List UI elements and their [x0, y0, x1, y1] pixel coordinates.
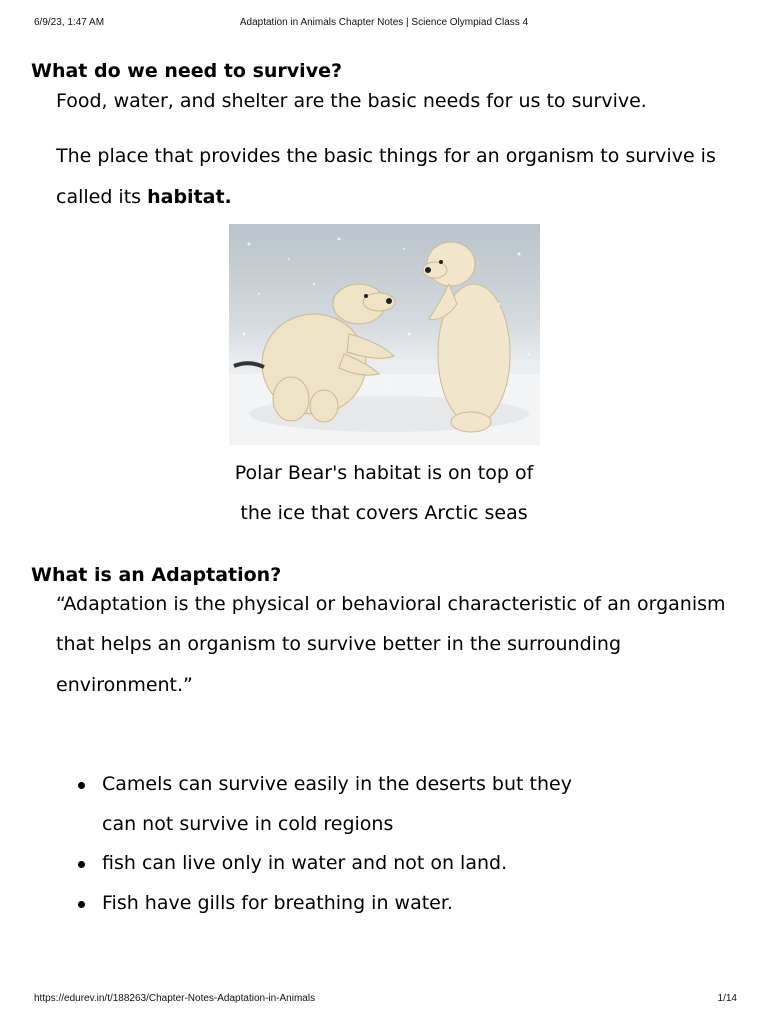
footer-url: https://edurev.in/t/188263/Chapter-Notes-Adaptation-in-Animals: [34, 993, 316, 1004]
paragraph-basic-needs: Food, water, and shelter are the basic needs for us to survive.: [56, 90, 647, 112]
print-date: 6/9/23, 1:47 AM: [34, 17, 105, 28]
polar-bears-image: [229, 224, 540, 445]
figure-caption-line1: Polar Bear's habitat is on top of: [234, 462, 534, 484]
heading-survive: What do we need to survive?: [31, 60, 342, 82]
habitat-prefix: called its: [56, 186, 148, 208]
figure-caption-line2: the ice that covers Arctic seas: [240, 502, 528, 524]
paragraph-adaptation-line1: “Adaptation is the physical or behavioral characteristic of an organism: [56, 593, 726, 615]
page-title: Adaptation in Animals Chapter Notes | Science Olympiad Class 4: [239, 17, 529, 28]
bullet-camels-line2: can not survive in cold regions: [102, 813, 394, 835]
habitat-term: habitat.: [147, 186, 232, 208]
paragraph-habitat-line1: The place that provides the basic things for an organism to survive is: [56, 145, 716, 167]
page-number: 1/14: [717, 993, 737, 1004]
paragraph-adaptation-line2: that helps an organism to survive better in the surrounding: [56, 633, 622, 655]
bullet-marker: [78, 861, 85, 868]
bullet-fish-gills: Fish have gills for breathing in water.: [102, 892, 453, 914]
bullet-marker: [78, 782, 85, 789]
bullet-camels-line1: Camels can survive easily in the deserts but they: [102, 773, 572, 795]
paragraph-habitat-line2: [56, 186, 232, 208]
paragraph-adaptation-line3: environment.”: [56, 674, 193, 696]
heading-adaptation: What is an Adaptation?: [31, 564, 282, 586]
bullet-fish-land: fish can live only in water and not on land.: [102, 852, 508, 874]
bullet-marker: [78, 901, 85, 908]
